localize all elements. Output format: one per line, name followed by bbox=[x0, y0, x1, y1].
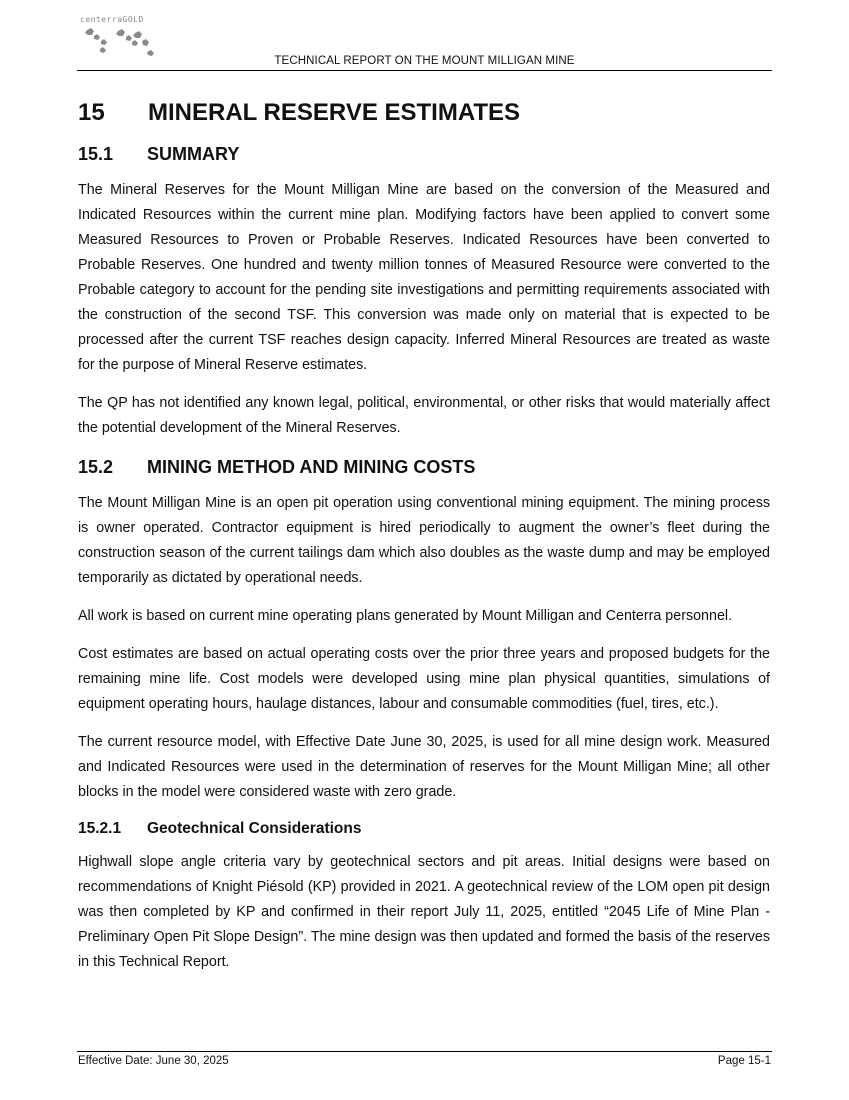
paragraph: All work is based on current mine operating plans generated by Mount Milligan and Centerra personnel. bbox=[78, 608, 733, 624]
footer-page-number: Page 15-1 bbox=[717, 1055, 771, 1067]
subsection-heading-summary bbox=[78, 141, 770, 167]
section-number: 15 bbox=[78, 99, 105, 126]
paragraph: The Mineral Reserves for the Mount Milligan Mine are based on the conversion of the Measured and Indicated Resources within the current mine plan. Modifying factors have been applied to convert some Measured Resources to Proven or Probable Reserves. Indicated Resources have been converted to Probable Reserves. One hundred and twenty million tonnes of Measured Resource were converted to the Probable category to account for the pending site investigations and permitting requirements associated with the construction of the second TSF. This conversion was made only on material that is expected to be processed after the current TSF reaches design capacity. Inferred Mineral Resources are treated as waste for the purpose of Mineral Reserve estimates. bbox=[78, 182, 770, 373]
logo-text: centerraGOLD bbox=[80, 15, 144, 24]
section-heading bbox=[78, 95, 770, 131]
subsubsection-title: Geotechnical Considerations bbox=[147, 820, 362, 837]
paragraph: Highwall slope angle criteria vary by geotechnical sectors and pit areas. Initial designs were based on recommendations of Knight Piésold (KP) provided in 2021. A geotechnical review of the LOM open pit design was then completed by KP and confirmed in their report July 11, 2025, entitled “2045 Life of Mine Plan - Preliminary Open Pit Slope Design”. The mine design was then updated and formed the basis of the reserves in this Technical Report. bbox=[78, 854, 770, 970]
footer-divider bbox=[77, 1051, 772, 1052]
header-title: TECHNICAL REPORT ON THE MOUNT MILLIGAN MINE bbox=[274, 55, 575, 67]
page-body bbox=[78, 95, 770, 988]
paragraph: The QP has not identified any known legal, political, environmental, or other risks that would materially affect the potential development of the Mineral Reserves. bbox=[78, 395, 770, 436]
subsubsection-heading-geotechnical bbox=[78, 818, 770, 840]
subsection-heading-mining-method bbox=[78, 454, 770, 480]
subsection-number: 15.1 bbox=[78, 144, 114, 164]
header-divider bbox=[77, 70, 772, 71]
section-title: MINERAL RESERVE ESTIMATES bbox=[148, 99, 521, 126]
subsection-number: 15.2 bbox=[78, 457, 114, 477]
subsubsection-number: 15.2.1 bbox=[78, 820, 122, 837]
subsection-title: SUMMARY bbox=[147, 144, 240, 164]
paragraph: The Mount Milligan Mine is an open pit operation using conventional mining equipment. The mining process is owner operated. Contractor equipment is hired periodically to augment the owner’s fleet during the construction season of the current tailings dam which also doubles as the waste dump and may be employed temporarily as dictated by operational needs. bbox=[78, 495, 770, 586]
paragraph: The current resource model, with Effective Date June 30, 2025, is used for all mine design work. Measured and Indicated Resources were used in the determination of reserves for the Mount Milligan Mine; all other blocks in the model were considered waste with zero grade. bbox=[78, 734, 770, 800]
footer-effective-date: Effective Date: June 30, 2025 bbox=[78, 1055, 229, 1067]
subsection-title: MINING METHOD AND MINING COSTS bbox=[147, 457, 476, 477]
paragraph: Cost estimates are based on actual operating costs over the prior three years and proposed budgets for the remaining mine life. Cost models were developed using mine plan physical quantities, simulations of equipment operating hours, haulage distances, labour and consumable commodities (fuel, tires, etc.). bbox=[78, 646, 770, 712]
